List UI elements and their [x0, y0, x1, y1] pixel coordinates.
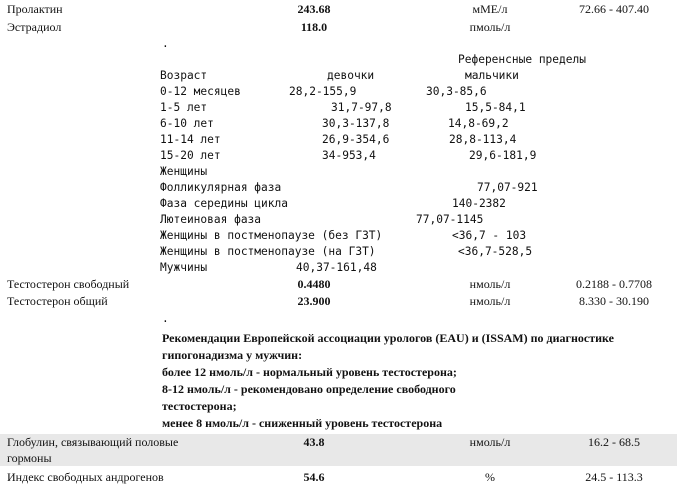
test-unit: нмоль/л	[469, 277, 511, 291]
test-unit: нмоль/л	[469, 435, 511, 449]
result-row-shbg	[0, 434, 677, 466]
note-line: Рекомендации Европейской ассоциации урологов (EAU) и (ISSAM) по диагностике	[162, 331, 614, 345]
test-name-continued: гормоны	[7, 451, 52, 465]
note-line-c: 77,07-1145	[416, 213, 484, 226]
note-line-c: 140-2382	[452, 197, 506, 210]
note-line-b: 31,7-97,8	[331, 101, 392, 114]
note-line-a: Фаза середины цикла	[160, 197, 288, 210]
note-line-b: 26,9-354,6	[322, 133, 390, 146]
test-name: Тестостерон общий	[7, 294, 108, 308]
note-line-a: 6-10 лет	[160, 117, 214, 130]
note-line-a: 11-14 лет	[160, 133, 221, 146]
test-unit: %	[485, 470, 495, 484]
test-reference: 8.330 - 30.190	[579, 294, 649, 308]
test-value: 0.4480	[297, 277, 331, 291]
test-unit: нмоль/л	[469, 294, 511, 308]
note-line-c: <36,7 - 103	[452, 229, 527, 242]
test-name: Эстрадиол	[7, 20, 62, 34]
test-reference: 24.5 - 113.3	[585, 470, 643, 484]
note-line-a: Женщины	[160, 165, 208, 178]
test-value: 43.8	[303, 435, 325, 449]
test-name: Пролактин	[7, 2, 63, 16]
note-line-a: Возраст	[160, 69, 208, 82]
test-reference: 0.2188 - 0.7708	[576, 277, 652, 291]
note-dot: .	[162, 312, 169, 325]
test-value: 54.6	[303, 470, 325, 484]
note-line-c: мальчики	[465, 69, 519, 82]
test-reference: 72.66 - 407.40	[579, 2, 649, 16]
test-reference: 16.2 - 68.5	[588, 435, 640, 449]
note-line-a: Фолликулярная фаза	[160, 181, 282, 194]
note-line-c: 29,6-181,9	[469, 149, 537, 162]
test-unit: мМЕ/л	[472, 2, 508, 16]
note-line-a: 1-5 лет	[160, 101, 208, 114]
test-name: Глобулин, связывающий половые	[7, 435, 179, 449]
note-line-b: 40,37-161,48	[296, 261, 377, 274]
note-line: 8-12 нмоль/л - рекомендовано определение свободного	[162, 382, 456, 396]
test-value: 23.900	[297, 294, 331, 308]
note-line: гипогонадизма у мужчин:	[162, 348, 303, 362]
note-line-c: 28,8-113,4	[449, 133, 517, 146]
note-dot: .	[162, 37, 169, 50]
note-line-a: 15-20 лет	[160, 149, 221, 162]
note-heading: Референсные пределы	[458, 53, 586, 66]
note-line-a: Мужчины	[160, 261, 208, 274]
test-name: Индекс свободных андрогенов	[7, 470, 164, 484]
test-value: 118.0	[300, 20, 328, 34]
note-line: более 12 нмоль/л - нормальный уровень тестостерона;	[162, 365, 457, 379]
note-line-b: 28,2-155,9	[289, 85, 357, 98]
note-line: тестостерона;	[162, 399, 237, 413]
note-line-c: 30,3-85,6	[426, 85, 487, 98]
note-line-a: 0-12 месяцев	[160, 85, 241, 98]
test-unit: пмоль/л	[469, 20, 511, 34]
note-line-c: 77,07-921	[477, 181, 538, 194]
note-line: менее 8 нмоль/л - сниженный уровень тестостерона	[162, 416, 443, 430]
note-line-a: Женщины в постменопаузе (без ГЗТ)	[160, 229, 383, 242]
test-value: 243.68	[297, 2, 331, 16]
test-name: Тестостерон свободный	[7, 277, 130, 291]
note-line-a: Лютеиновая фаза	[160, 213, 262, 226]
note-line-b: 34-953,4	[322, 149, 376, 162]
note-line-c: 15,5-84,1	[465, 101, 526, 114]
note-line-b: 30,3-137,8	[322, 117, 390, 130]
note-line-a: Женщины в постменопаузе (на ГЗТ)	[160, 245, 376, 258]
note-line-c: <36,7-528,5	[458, 245, 533, 258]
note-line-b: девочки	[327, 69, 375, 82]
note-line-c: 14,8-69,2	[448, 117, 509, 130]
